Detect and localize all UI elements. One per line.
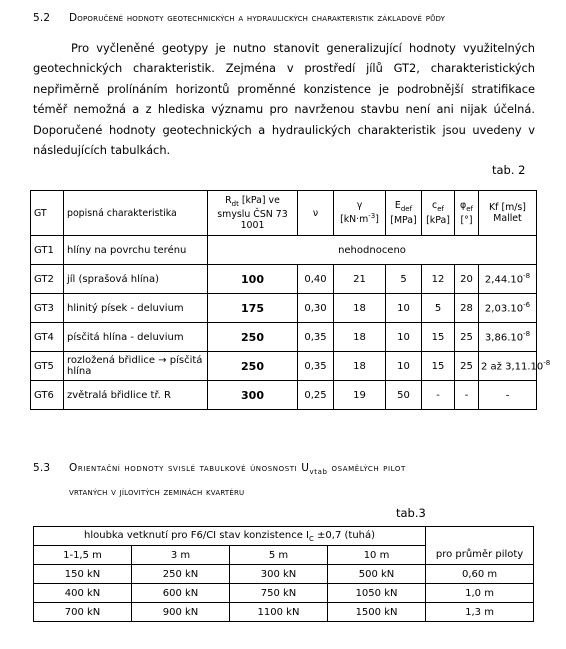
- cell-value: 900 kN: [132, 603, 230, 622]
- group-header: hloubka vetknutí pro F6/CI stav konzistence $I_C \pm 0,7$ (tuhá): [34, 527, 426, 546]
- cell-phi: -: [455, 381, 479, 410]
- cell-edef: 5: [386, 265, 422, 294]
- section-title: Doporučené hodnoty geotechnických a hydraulických charakteristik základové půdy: [69, 12, 446, 24]
- cell-nu: 0,40: [298, 265, 334, 294]
- geotechnical-table: [30, 190, 551, 410]
- cell-value: 700 kN: [34, 603, 132, 622]
- col-kf: Kf [m/s] Mallet: [479, 191, 537, 236]
- col-rdt: $R_{dt}$ [kPa] ve smyslu ČSN 73 1001: [208, 191, 298, 236]
- cell-phi: 25: [455, 323, 479, 352]
- cell-kf: $2,03.10^{-6}$: [479, 294, 537, 323]
- section-number: 5.3: [33, 462, 51, 474]
- cell-gt: GT6: [31, 381, 64, 410]
- cell-phi: 20: [455, 265, 479, 294]
- cell-value: 1050 kN: [328, 584, 426, 603]
- cell-value: 750 kN: [230, 584, 328, 603]
- table-header-row: [34, 546, 534, 565]
- cell-nu: 0,35: [298, 323, 334, 352]
- table-row: [31, 352, 537, 381]
- col-nu: ν: [298, 191, 334, 236]
- blank-cell: [426, 527, 534, 546]
- cell-diameter: 1,0 m: [426, 584, 534, 603]
- paragraph-text: Pro vyčleněné geotypy je nutno stanovit generalizující hodnoty využitelných geotechnických charakteristik. Zejména v prostředí jílů GT2, charakteristických nepřiměrně prolínáním horizontů proměnné konzistence je podrobnější stratifikace téměř nemožná a z hlediska významu pro navrženou stavbu není ani nijak účelná. Doporučené hodnoty geotechnických a hydraulických charakteristik jsou uvedeny v následujících tabulkách.: [33, 41, 535, 158]
- section-5-2-heading: [33, 12, 445, 24]
- table-row: [34, 603, 534, 622]
- cell-desc: jíl (sprašová hlína): [64, 265, 208, 294]
- cell-cef: 15: [422, 323, 455, 352]
- table-row: [31, 294, 537, 323]
- cell-rdt: 250: [208, 352, 298, 381]
- col-diameter: pro průměr piloty: [426, 546, 534, 565]
- cell-phi: 28: [455, 294, 479, 323]
- col-edef: $E_{def}$ [MPa]: [386, 191, 422, 236]
- cell-desc: hlíny na povrchu terénu: [64, 236, 208, 265]
- cell-value: 600 kN: [132, 584, 230, 603]
- cell-cef: 15: [422, 352, 455, 381]
- col-phi: $\varphi_{ef}$ [°]: [455, 191, 479, 236]
- cell-edef: 10: [386, 352, 422, 381]
- col-depth-2: 3 m: [132, 546, 230, 565]
- table-row: [34, 584, 534, 603]
- table-2-caption: tab. 2: [492, 163, 526, 177]
- cell-edef: 50: [386, 381, 422, 410]
- cell-merged: nehodnoceno: [208, 236, 537, 265]
- cell-desc: rozložená břidlice → písčitá hlína: [64, 352, 208, 381]
- cell-gamma: 19: [334, 381, 386, 410]
- cell-desc: zvětralá břidlice tř. R: [64, 381, 208, 410]
- section-title-line1: Orientační hodnoty svislé tabulkové únosnosti $U_{vtab}$ osamělých pilot: [69, 462, 406, 477]
- cell-value: 400 kN: [34, 584, 132, 603]
- cell-gamma: 18: [334, 323, 386, 352]
- table-row: [31, 236, 537, 265]
- cell-gt: GT3: [31, 294, 64, 323]
- cell-edef: 10: [386, 323, 422, 352]
- cell-value: 1100 kN: [230, 603, 328, 622]
- cell-phi: 25: [455, 352, 479, 381]
- cell-value: 250 kN: [132, 565, 230, 584]
- col-gamma: γ $[kN\cdot m^{-3}]$: [334, 191, 386, 236]
- cell-gamma: 21: [334, 265, 386, 294]
- col-depth-4: 10 m: [328, 546, 426, 565]
- section-5-3-heading: [33, 462, 406, 476]
- cell-kf: 2 až $3,11.10^{-8}$: [479, 352, 537, 381]
- cell-gt: GT1: [31, 236, 64, 265]
- table-group-header-row: [34, 527, 534, 546]
- cell-nu: 0,25: [298, 381, 334, 410]
- cell-kf: -: [479, 381, 537, 410]
- cell-desc: hlinitý písek - deluvium: [64, 294, 208, 323]
- table-row: [31, 265, 537, 294]
- cell-rdt: 250: [208, 323, 298, 352]
- table-row: [31, 323, 537, 352]
- cell-cef: 5: [422, 294, 455, 323]
- cell-rdt: 300: [208, 381, 298, 410]
- table-row: [31, 381, 537, 410]
- cell-gamma: 18: [334, 352, 386, 381]
- pile-capacity-table: [33, 526, 534, 622]
- cell-nu: 0,35: [298, 352, 334, 381]
- col-gt: GT: [31, 191, 64, 236]
- cell-value: 500 kN: [328, 565, 426, 584]
- cell-value: 300 kN: [230, 565, 328, 584]
- cell-cef: -: [422, 381, 455, 410]
- section-5-3-heading-line2: [69, 486, 244, 498]
- cell-nu: 0,30: [298, 294, 334, 323]
- cell-value: 1500 kN: [328, 603, 426, 622]
- cell-gt: GT2: [31, 265, 64, 294]
- cell-diameter: 0,60 m: [426, 565, 534, 584]
- table-row: [34, 565, 534, 584]
- cell-value: 150 kN: [34, 565, 132, 584]
- cell-gt: GT4: [31, 323, 64, 352]
- cell-kf: $2,44.10^{-8}$: [479, 265, 537, 294]
- col-depth-3: 5 m: [230, 546, 328, 565]
- col-desc: popisná charakteristika: [64, 191, 208, 236]
- table-3-caption: tab.3: [396, 506, 426, 520]
- cell-diameter: 1,3 m: [426, 603, 534, 622]
- cell-desc: písčitá hlína - deluvium: [64, 323, 208, 352]
- cell-kf: $3,86.10^{-8}$: [479, 323, 537, 352]
- cell-edef: 10: [386, 294, 422, 323]
- cell-gamma: 18: [334, 294, 386, 323]
- col-depth-1: 1-1,5 m: [34, 546, 132, 565]
- section-number: 5.2: [33, 12, 51, 24]
- cell-rdt: 100: [208, 265, 298, 294]
- section-5-2-paragraph: [33, 38, 535, 160]
- table-header-row: [31, 191, 537, 236]
- col-cef: $c_{ef}$ [kPa]: [422, 191, 455, 236]
- section-title-line2: vrtaných v jílovitých zeminách kvartéru: [69, 486, 245, 498]
- cell-gt: GT5: [31, 352, 64, 381]
- cell-rdt: 175: [208, 294, 298, 323]
- cell-cef: 12: [422, 265, 455, 294]
